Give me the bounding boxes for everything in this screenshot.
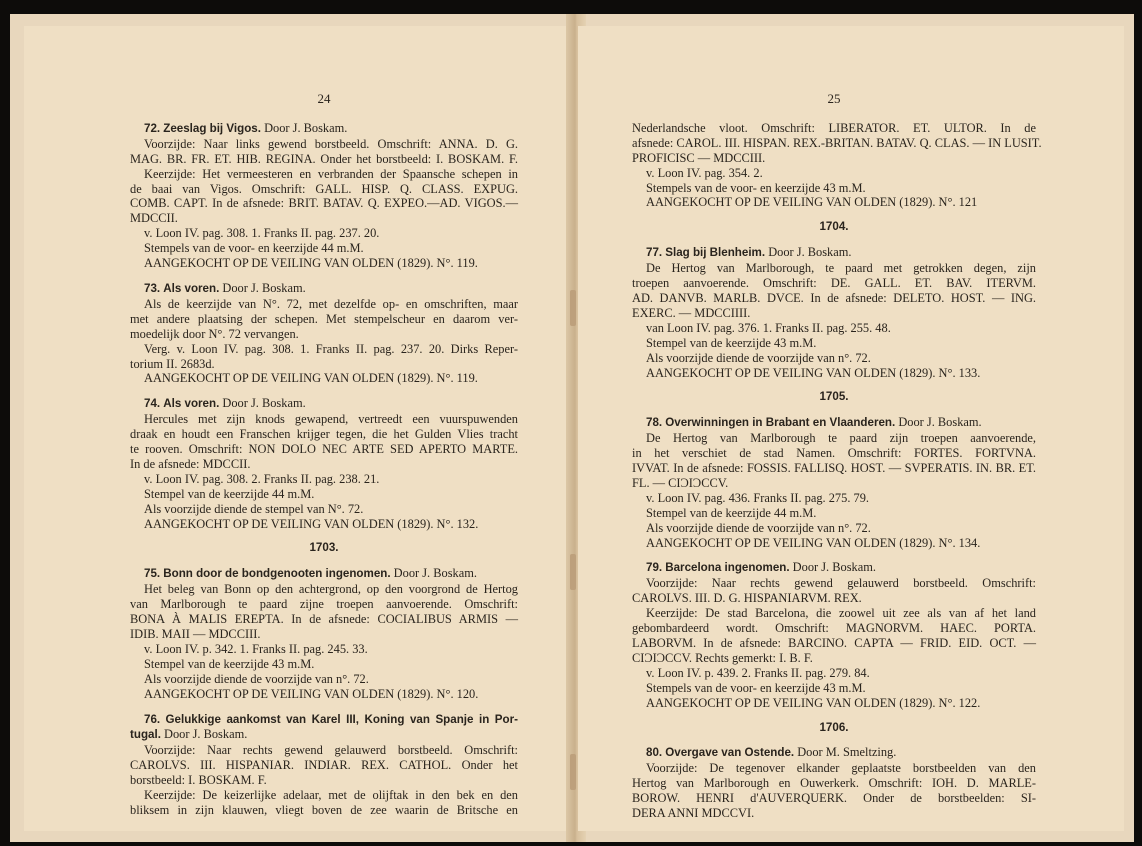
- entry-number: 76.: [144, 712, 161, 726]
- text-line: Het beleg van Bonn op den achtergrond, op den voorgrond de Hertog: [144, 582, 518, 597]
- text-line: Voorzijde: Naar rechts gewend gelauwerd borstbeeld. Omschrift:: [144, 743, 518, 758]
- text-line: draak en houdt een Franschen krijger tegen, die het Gulden Vlies tracht: [130, 427, 518, 442]
- text-line: Stempel van de keerzijde 43 m.M.: [144, 656, 315, 671]
- text-line: MDCCII.: [130, 211, 178, 226]
- text-line: MAG. BR. FR. ET. HIB. REGINA. Onder het borstbeeld: I. BOSKAM. F.: [130, 151, 518, 166]
- text-line: De Hertog van Marlborough, te paard met getrokken degen, zijn: [646, 261, 1036, 276]
- entry-author: Door J. Boskam.: [219, 280, 306, 295]
- entry-author: Door M. Smeltzing.: [794, 745, 897, 760]
- text-line: Stempel van de keerzijde 44 m.M.: [646, 505, 817, 520]
- text-line: EXERC. — MDCCIIII.: [632, 305, 751, 320]
- text-line: troepen aanvoerende. Omschrift: DE. GALL. ET. BAV. ITERVM.: [632, 276, 1036, 291]
- text-line: COMB. CAPT. In de afsnede: BRIT. BATAV. Q. EXPEO.—AD. VIGOS.—: [130, 196, 518, 211]
- catalog-entry: [130, 121, 518, 271]
- entry-heading: [130, 396, 518, 412]
- text-line: te rooven. Omschrift: NON DOLO NEC ARTE SED APERTO MARTE.: [130, 442, 518, 457]
- entry-number: 74.: [144, 397, 161, 411]
- entry-heading: [632, 560, 1036, 576]
- text-line: v. Loon IV. pag. 308. 2. Franks II. pag. 238. 21.: [144, 471, 380, 486]
- text-line: CIƆIƆCCV. Rechts gemerkt: I. B. F.: [632, 650, 813, 665]
- entry-heading: [130, 121, 518, 137]
- text-line: De Hertog van Marlborough te paard zijn troepen aanvoerende,: [646, 431, 1036, 446]
- text-line: AANGEKOCHT OP DE VEILING VAN OLDEN (1829). N°. 122.: [646, 695, 981, 710]
- text-line: v. Loon IV. p. 342. 1. Franks II. pag. 245. 33.: [144, 641, 368, 656]
- entry-number: 75.: [144, 567, 161, 581]
- text-line: v. Loon IV. pag. 308. 1. Franks II. pag. 237. 20.: [144, 226, 380, 241]
- text-line: Als voorzijde diende de voorzijde van n°. 72.: [646, 350, 871, 365]
- text-line: Als de keerzijde van N°. 72, met dezelfde op- en omschriften, maar: [144, 296, 518, 311]
- catalog-entry: [130, 281, 518, 386]
- entry-heading: [130, 281, 518, 297]
- page-number: 25: [827, 91, 841, 106]
- entry-heading: [130, 566, 518, 582]
- entry-number: 78.: [646, 416, 663, 430]
- year-heading: 1703.: [309, 541, 339, 555]
- text-line: Voorzijde: Naar links gewend borstbeeld. Omschrift: ANNA. D. G.: [144, 136, 518, 151]
- right-page: [578, 26, 1124, 831]
- entry-author: Door J. Boskam.: [765, 245, 852, 260]
- text-line: Keerzijde: Het vermeesteren en verbranden der Spaansche schepen in: [144, 166, 518, 181]
- entry-author: Door J. Boskam.: [390, 566, 477, 581]
- text-line: IVVAT. In de afsnede: FOSSIS. FALLISQ. HOST. — SVPERATIS. IN. BR. ET.: [632, 461, 1036, 476]
- text-line: AANGEKOCHT OP DE VEILING VAN OLDEN (1829). N°. 121: [646, 195, 978, 210]
- text-line: Hertog van Marlborough en Ouwerkerk. Omschrift: IOH. D. MARLE-: [632, 776, 1036, 791]
- catalog-entry: [130, 712, 518, 818]
- entry-title-cont: tugal.: [130, 728, 161, 742]
- text-line: torium II. 2683d.: [130, 356, 215, 371]
- year-heading: 1705.: [819, 390, 849, 404]
- text-line: gebombardeerd wordt. Omschrift: MAGNORVM. HAEC. PORTA.: [632, 621, 1036, 636]
- entry-title: Als voren.: [163, 281, 220, 295]
- text-line: v. Loon IV. pag. 436. Franks II. pag. 275. 79.: [646, 490, 870, 505]
- entry-heading: [632, 745, 1036, 761]
- entry-author: Door J. Boskam.: [219, 396, 306, 411]
- text-line: CAROLVS. III. HISPANIAR. INDIAR. REX. CATHOL. Onder het: [130, 758, 518, 773]
- text-line: borstbeeld: I. BOSKAM. F.: [130, 773, 267, 788]
- page-edge-mark: [570, 290, 576, 326]
- year-heading: 1706.: [819, 720, 849, 734]
- entry-heading-cont: [130, 727, 518, 743]
- text-line: v. Loon IV. p. 439. 2. Franks II. pag. 279. 84.: [646, 665, 870, 680]
- left-page-text: [130, 92, 518, 828]
- text-line: Stempel van de keerzijde 43 m.M.: [646, 335, 817, 350]
- entry-number: 73.: [144, 281, 161, 295]
- text-line: AANGEKOCHT OP DE VEILING VAN OLDEN (1829). N°. 119.: [144, 256, 478, 271]
- text-line: AANGEKOCHT OP DE VEILING VAN OLDEN (1829). N°. 119.: [144, 371, 478, 386]
- entry-title: Slag bij Blenheim.: [665, 246, 766, 260]
- text-line: AANGEKOCHT OP DE VEILING VAN OLDEN (1829). N°. 120.: [144, 686, 479, 701]
- entry-author: Door J. Boskam.: [160, 727, 248, 742]
- entry-title: Bonn door de bondgenooten ingenomen.: [163, 567, 391, 581]
- text-line: FL. — CIƆIƆCCV.: [632, 475, 729, 490]
- entry-title: Overgave van Ostende.: [665, 746, 795, 760]
- entry-title: Overwinningen in Brabant en Vlaanderen.: [665, 416, 896, 430]
- text-line: Voorzijde: De tegenover elkander geplaatste borstbeelden van den: [646, 761, 1036, 776]
- text-line: AANGEKOCHT OP DE VEILING VAN OLDEN (1829). N°. 132.: [144, 516, 479, 531]
- text-line: bliksem in zijn klauwen, vliegt boven de zee waarin de Britsche en: [130, 802, 518, 817]
- continued-entry: [632, 120, 1042, 210]
- text-line: Keerzijde: De stad Barcelona, die zoowel uit zee als van af het land: [646, 606, 1036, 621]
- text-line: Stempels van de voor- en keerzijde 43 m.M.: [646, 180, 866, 195]
- year-heading: 1704.: [819, 220, 849, 234]
- text-line: BONA À MALIS EREPTA. In de afsnede: COCIALIBUS ARMIS —: [130, 612, 518, 627]
- text-line: met andere plaatsing der schepen. Met stempelscheur en daarom ver-: [130, 311, 518, 326]
- text-line: moedelijk door N°. 72 vervangen.: [130, 326, 299, 341]
- entry-title: Gelukkige aankomst van Karel III, Koning van Spanje in Por-: [165, 712, 518, 726]
- open-book: [10, 14, 1134, 842]
- text-line: PROFICISC — MDCCIII.: [632, 150, 766, 165]
- catalog-entry: [632, 245, 1036, 380]
- catalog-entry: [632, 560, 1036, 710]
- text-line: Stempels van de voor- en keerzijde 44 m.M.: [144, 241, 364, 256]
- entry-author: Door J. Boskam.: [895, 415, 982, 430]
- text-line: Stempel van de keerzijde 44 m.M.: [144, 486, 315, 501]
- text-line: Voorzijde: Naar rechts gewend gelauwerd borstbeeld. Omschrift:: [646, 576, 1036, 591]
- entry-number: 80.: [646, 746, 663, 760]
- text-line: LABORVM. In de afsnede: BARCINO. CAPTA — FRID. EID. OCT. —: [632, 636, 1036, 650]
- entry-title: Als voren.: [163, 397, 220, 411]
- entry-number: 77.: [646, 246, 663, 260]
- entry-heading: [632, 245, 1036, 261]
- page-edge-mark: [570, 754, 576, 790]
- catalog-entry: [632, 415, 1036, 550]
- page-number: 24: [317, 91, 331, 106]
- entry-title: Barcelona ingenomen.: [665, 561, 790, 575]
- entry-title: Zeeslag bij Vigos.: [163, 121, 261, 135]
- text-line: BOROW. HENRI d'AUVERQUERK. Onder de borstbeelden: SI-: [632, 791, 1036, 806]
- text-line: Keerzijde: De keizerlijke adelaar, met de olijftak in den bek en den: [144, 788, 518, 803]
- text-line: DERA ANNI MDCCVI.: [632, 806, 755, 821]
- text-line: In de afsnede: MDCCII.: [130, 456, 251, 471]
- text-line: CAROLVS. III. D. G. HISPANIARVM. REX.: [632, 591, 862, 606]
- text-line: in het verschiet de stad Namen. Omschrift: FORTES. FORTVNA.: [632, 446, 1036, 461]
- right-page-text: [632, 91, 1042, 831]
- text-line: AD. DANVB. MARLB. DVCE. In de afsnede: DELETO. HOST. — ING.: [632, 290, 1036, 305]
- text-line: Als voorzijde diende de stempel van N°. 72.: [144, 501, 364, 516]
- text-line: Hercules met zijn knods gewapend, vertreedt een vuurspuwenden: [144, 412, 518, 427]
- text-line: v. Loon IV. pag. 354. 2.: [646, 165, 763, 180]
- text-line: Verg. v. Loon IV. pag. 308. 1. Franks II. pag. 237. 20. Dirks Reper-: [144, 341, 518, 356]
- entry-number: 72.: [144, 121, 161, 135]
- entry-heading: [130, 712, 518, 728]
- left-page: [24, 26, 572, 831]
- catalog-entry: [130, 566, 518, 701]
- text-line: afsnede: CAROL. III. HISPAN. REX.-BRITAN. BATAV. Q. CLAS. — IN LUSIT.: [632, 135, 1042, 150]
- text-line: Nederlandsche vloot. Omschrift: LIBERATOR. ET. ULTOR. In de: [632, 120, 1036, 135]
- text-line: Als voorzijde diende de voorzijde van n°. 72.: [646, 520, 871, 535]
- catalog-entry: [130, 396, 518, 531]
- text-line: van Loon IV. pag. 376. 1. Franks II. pag. 255. 48.: [646, 320, 891, 335]
- text-line: van Marlborough te paard zijne troepen aanvoerende. Omschrift:: [130, 597, 518, 612]
- text-line: de baai van Vigos. Omschrift: GALL. HISP. Q. CLASS. EXPUG.: [130, 181, 518, 196]
- page-edge-mark: [570, 554, 576, 590]
- text-line: Als voorzijde diende de voorzijde van n°. 72.: [144, 671, 369, 686]
- entry-number: 79.: [646, 561, 663, 575]
- catalog-entry: [632, 745, 1036, 821]
- text-line: AANGEKOCHT OP DE VEILING VAN OLDEN (1829). N°. 134.: [646, 535, 981, 550]
- text-line: AANGEKOCHT OP DE VEILING VAN OLDEN (1829). N°. 133.: [646, 365, 981, 380]
- entry-author: Door J. Boskam.: [260, 120, 348, 135]
- entry-author: Door J. Boskam.: [789, 560, 876, 575]
- entry-heading: [632, 415, 1036, 431]
- text-line: IDIB. MAII — MDCCIII.: [130, 627, 261, 641]
- text-line: Stempels van de voor- en keerzijde 43 m.M.: [646, 680, 866, 695]
